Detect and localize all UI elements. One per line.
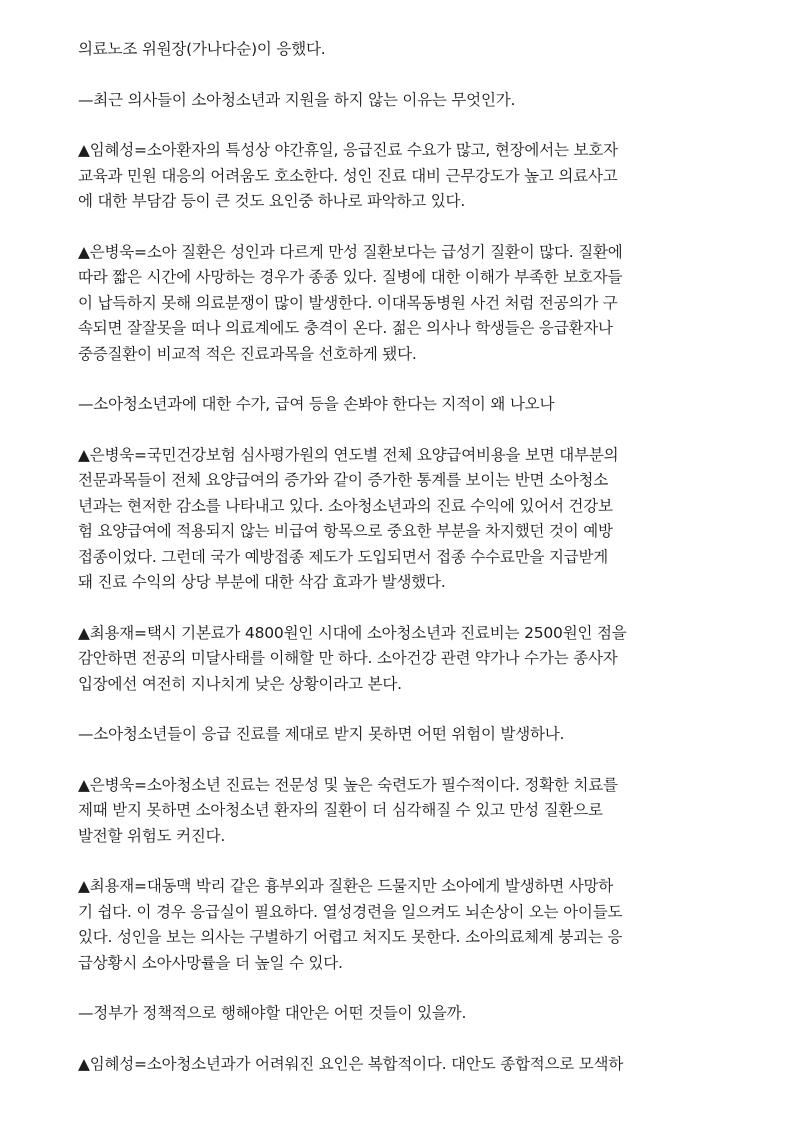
text-line: 접종이었다. 그런데 국가 예방접종 제도가 도입되면서 접종 수수료만을 지급받게 xyxy=(78,547,609,566)
interview-question xyxy=(78,722,718,748)
text-line: 있다. 성인을 보는 의사는 구별하기 어렵고 처지도 못한다. 소아의료체계 붕괴는 응 xyxy=(78,928,623,946)
text-line: ▲은병욱=국민건강보험 심사평가원의 연도별 전체 요양급여비용을 보면 대부분의 xyxy=(78,445,619,464)
text-line: 속되면 잘잘못을 떠나 의료계에도 충격이 온다. 젊은 의사나 학생들은 응급환자나 xyxy=(78,319,613,337)
text-line: 입장에선 여전히 지나치게 낮은 상황이라고 본다. xyxy=(78,674,402,693)
text-line: 중증질환이 비교적 적은 진료과목을 선호하게 됐다. xyxy=(78,344,417,363)
text-line: ▲은병욱=소아 질환은 성인과 다르게 만성 질환보다는 급성기 질환이 많다. 질환에 xyxy=(78,242,623,261)
text-line: 감안하면 전공의 미달사태를 이해할 만 하다. 소아건강 관련 약가나 수가는 종사자 xyxy=(78,649,618,667)
text-line: 발전할 위험도 커진다. xyxy=(78,826,226,845)
text-line: ▲최용재=택시 기본료가 4800원인 시대에 소아청소년과 진료비는 2500원인 점을 xyxy=(78,623,627,642)
text-line: 에 대한 부담감 등이 큰 것도 요인중 하나로 파악하고 있다. xyxy=(78,192,466,210)
text-line: 급상황시 소아사망률을 더 높일 수 있다. xyxy=(78,953,343,972)
interview-answer xyxy=(78,443,718,596)
text-line: 의료노조 위원장(가나다순)이 응했다. xyxy=(78,40,326,58)
interview-question xyxy=(78,88,718,114)
text-line: 기 쉽다. 이 경우 응급실이 필요하다. 열성경련을 일으켜도 뇌손상이 오는 아이들도 xyxy=(78,902,623,921)
text-line: 따라 짧은 시간에 사망하는 경우가 종종 있다. 질병에 대한 이해가 부족한 보호자들 xyxy=(78,268,623,286)
interview-answer xyxy=(78,1052,718,1078)
text-line: 제때 받지 못하면 소아청소년 환자의 질환이 더 심각해질 수 있고 만성 질환으로 xyxy=(78,801,603,819)
text-line: ▲임혜성=소아환자의 특성상 야간휴일, 응급진료 수요가 많고, 현장에서는 보호자 xyxy=(78,141,618,159)
interview-answer xyxy=(78,621,718,698)
article-body xyxy=(78,37,718,1102)
text-line: —소아청소년과에 대한 수가, 급여 등을 손봐야 한다는 지적이 왜 나오나 xyxy=(78,395,555,413)
text-line: 교육과 민원 대응의 어려움도 호소한다. 성인 진료 대비 근무강도가 높고 의료사고 xyxy=(78,166,618,185)
text-line: —소아청소년들이 응급 진료를 제대로 받지 못하면 어떤 위험이 발생하나. xyxy=(78,725,565,743)
text-line: ▲임혜성=소아청소년과가 어려워진 요인은 복합적이다. 대안도 종합적으로 모색하 xyxy=(78,1054,624,1073)
text-line: —최근 의사들이 소아청소년과 지원을 하지 않는 이유는 무엇인가. xyxy=(78,90,516,109)
text-line: ▲최용재=대동맥 박리 같은 흉부외과 질환은 드물지만 소아에게 발생하면 사망하 xyxy=(78,877,614,895)
text-line: —정부가 정책적으로 행해야할 대안은 어떤 것들이 있을까. xyxy=(78,1004,467,1022)
interview-question xyxy=(78,1001,718,1027)
text-line: 전문과목들이 전체 요양급여의 증가와 같이 증가한 통계를 보이는 반면 소아청소 xyxy=(78,471,609,489)
interview-answer xyxy=(78,138,718,215)
text-line: ▲은병욱=소아청소년 진료는 전문성 및 높은 숙련도가 필수적이다. 정확한 치료를 xyxy=(78,775,618,794)
interview-question xyxy=(78,392,718,418)
text-line: 험 요양급여에 적용되지 않는 비급여 항목으로 중요한 부분을 차지했던 것이 예방 xyxy=(78,522,613,540)
body-paragraph xyxy=(78,37,718,63)
text-line: 돼 진료 수익의 상당 부분에 대한 삭감 효과가 발생했다. xyxy=(78,573,446,591)
interview-answer xyxy=(78,240,718,368)
interview-answer xyxy=(78,773,718,850)
interview-answer xyxy=(78,874,718,976)
text-line: 이 납득하지 못해 의료분쟁이 많이 발생한다. 이대목동병원 사건 처럼 전공의가 구 xyxy=(78,293,618,312)
text-line: 년과는 현저한 감소를 나타내고 있다. 소아청소년과의 진료 수익에 있어서 건강보 xyxy=(78,496,613,515)
